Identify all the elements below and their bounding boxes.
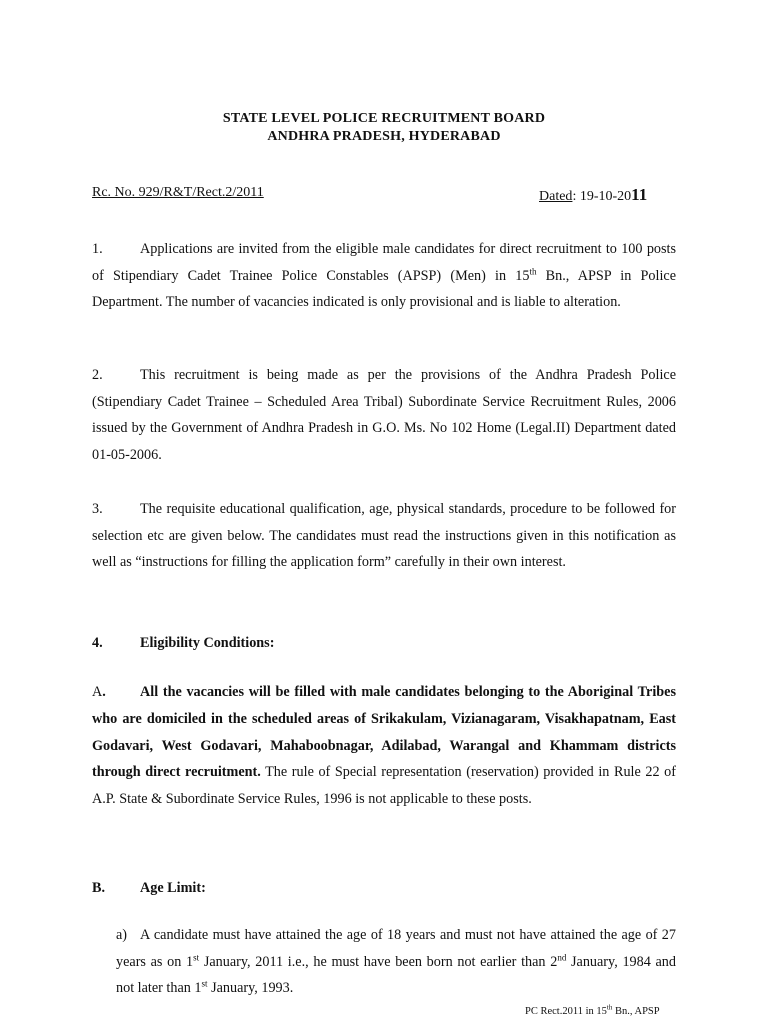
paragraph-text: Bn., APSP in Police Department. The number of vacancies indicated is only provisional and is liable to alteration. <box>92 267 676 310</box>
date-tail: 11 <box>631 185 648 204</box>
paragraph-text: The rule of Special representation (reservation) provided in Rule 22 of A.P. State & Subordinate Service Rules, 1996 is not applicable to these posts. <box>92 764 676 808</box>
paragraph-letter-dot: . <box>102 684 106 700</box>
paragraph-2 <box>92 362 676 468</box>
paragraph-letter: A <box>92 684 103 700</box>
superscript: st <box>193 951 200 962</box>
list-item-a <box>116 922 676 1002</box>
superscript: th <box>529 265 537 276</box>
list-marker: a) <box>116 927 128 943</box>
paragraph-a <box>92 679 676 813</box>
paragraph-3 <box>92 496 676 576</box>
section-heading-age-limit <box>92 875 676 902</box>
paragraph-text: January, 1984 and not later than 1 <box>116 953 676 996</box>
footer-text: Bn., APSP <box>612 1006 660 1017</box>
superscript: th <box>606 1003 613 1012</box>
paragraph-bold-text: All the vacancies will be filled with male candidates belonging to the Aboriginal Tribes who are domiciled in the scheduled areas of Srikakulam, Vizianagaram, Visakhapatnam, East Godavari, West Godavari, Mahaboobnagar, Adilabad, Warangal and Khammam districts through direct recruitment. <box>92 684 676 781</box>
paragraph-1 <box>92 236 676 316</box>
paragraph-text: January, 1993. <box>207 980 294 996</box>
date-main: : 19-10-20 <box>572 189 632 204</box>
header-subtitle: ANDHRA PRADESH, HYDERABAD <box>267 129 501 144</box>
paragraph-number <box>92 679 140 706</box>
dated-label: Dated <box>539 189 573 204</box>
superscript: st <box>201 978 208 989</box>
footer-text: PC Rect.2011 in 15 <box>525 1006 607 1017</box>
header-title: STATE LEVEL POLICE RECRUITMENT BOARD <box>222 111 546 126</box>
reference-number: Rc. No. 929/R&T/Rect.2/2011 <box>92 185 264 200</box>
paragraph-number: 2. <box>92 367 103 383</box>
paragraph-text: The requisite educational qualification, age, physical standards, procedure to be followed for selection etc are given below. The candidates must read the instructions given in this notification as well as “instructions for filling the application form” carefully in their own interest. <box>92 501 676 570</box>
section-heading-eligibility <box>92 630 676 657</box>
section-title: Age Limit: <box>140 880 206 896</box>
section-number: B. <box>92 880 106 896</box>
section-number: 4. <box>92 635 103 651</box>
paragraph-number: 3. <box>92 501 103 517</box>
page-footer <box>525 1003 660 1017</box>
paragraph-text: This recruitment is being made as per the provisions of the Andhra Pradesh Police (Stipendiary Cadet Trainee – Scheduled Area Tribal) Subordinate Service Recruitment Rules, 2006 issued by the Government of Andhra Pradesh in G.O. Ms. No 102 Home (Legal.II) Department dated 01-05-2006. <box>92 367 676 463</box>
superscript: nd <box>557 951 567 962</box>
paragraph-text: January, 2011 i.e., he must have been born not earlier than 2 <box>199 953 558 970</box>
paragraph-number: 1. <box>92 241 103 257</box>
reference-date <box>539 185 647 205</box>
paragraph-text: Applications are invited from the eligible male candidates for direct recruitment to 100 posts of Stipendiary Cadet Trainee Police Constables (APSP) (Men) in 15 <box>92 241 676 284</box>
paragraph-text: A candidate must have attained the age of 18 years and must not have attained the age of 27 years as on 1 <box>116 927 676 970</box>
section-title: Eligibility Conditions: <box>140 635 275 651</box>
